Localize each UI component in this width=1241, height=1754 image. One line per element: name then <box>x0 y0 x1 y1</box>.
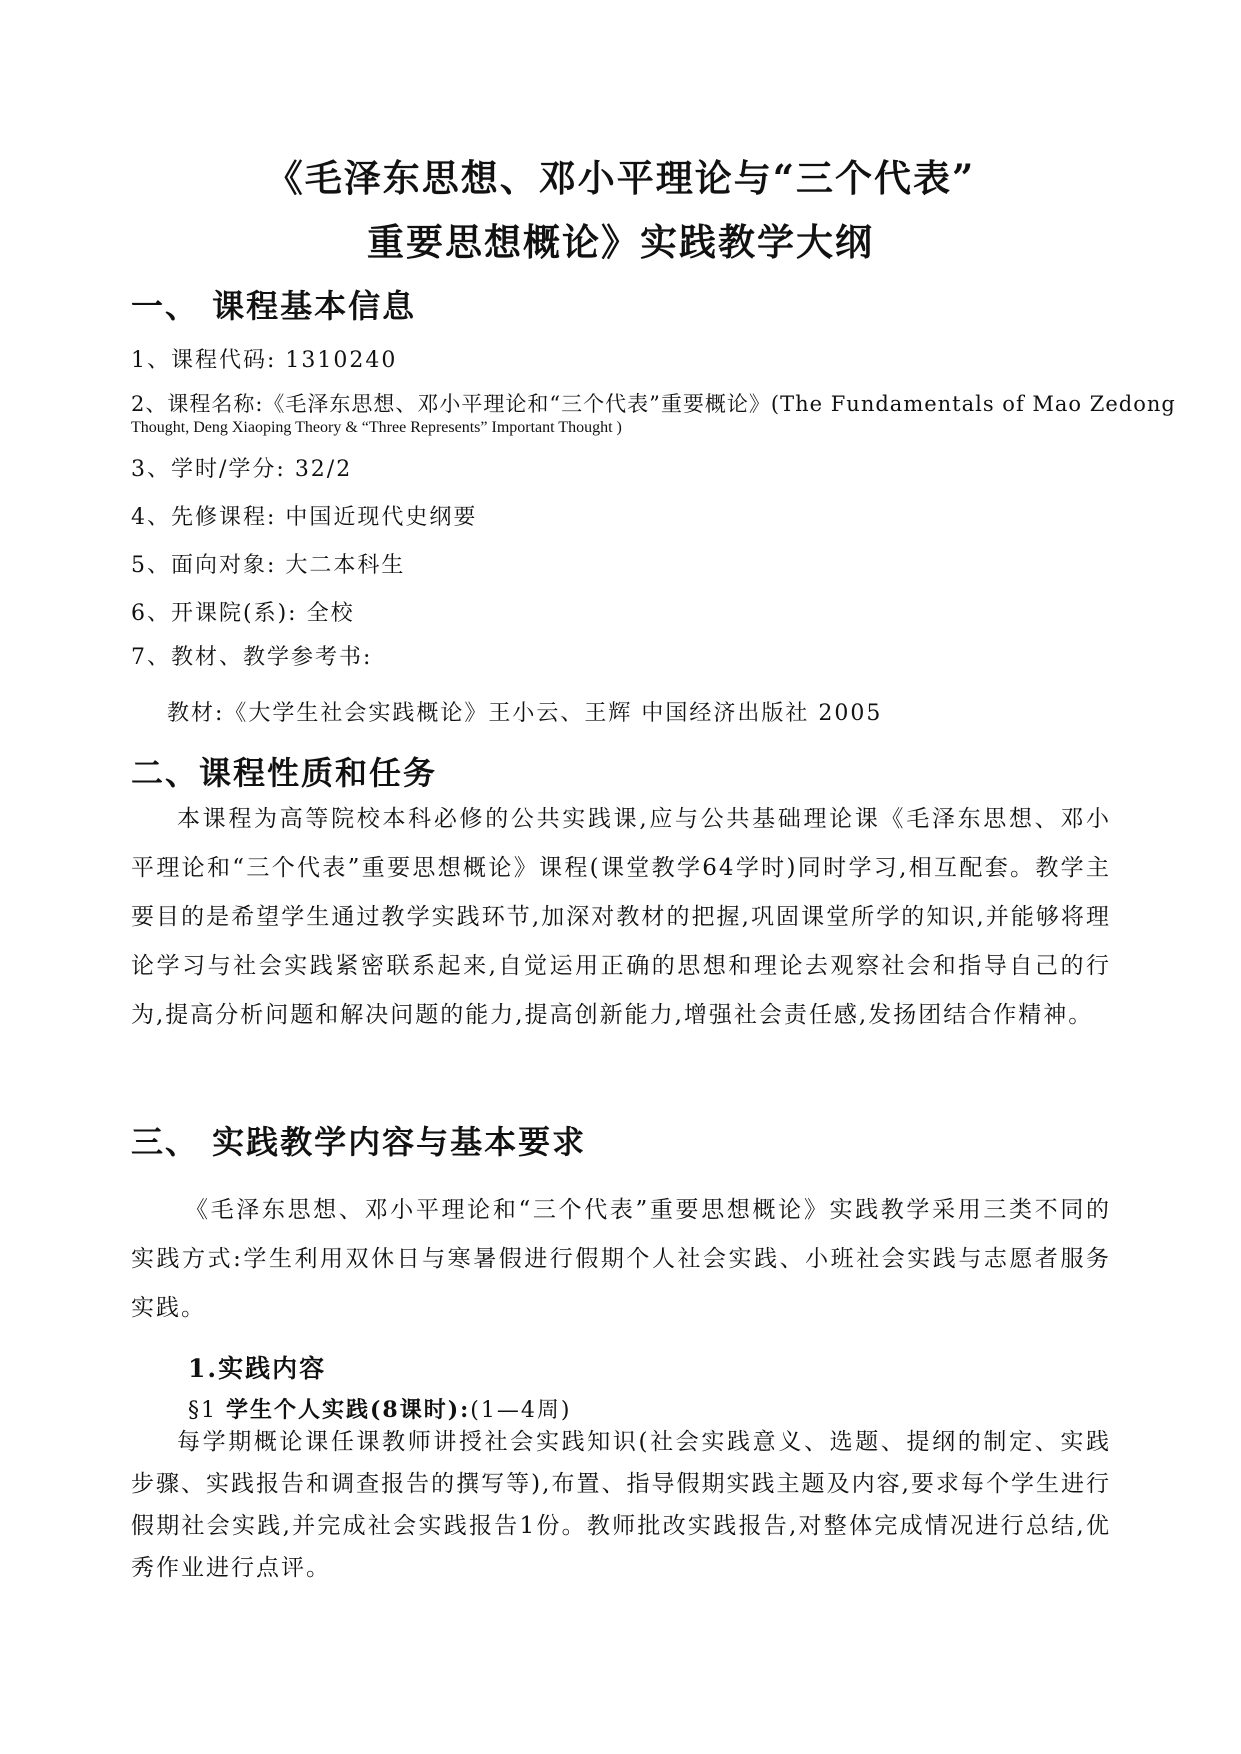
course-department: 6、开课院(系): 全校 <box>131 601 355 626</box>
document-title-line-1: 《毛泽东思想、邓小平理论与“三个代表” <box>265 156 976 200</box>
section-individual-practice-weeks: (1—4周) <box>470 1398 572 1423</box>
content-intro-paragraph: 《毛泽东思想、邓小平理论和“三个代表”重要思想概论》实践教学采用三类不同的实践方式:学生利用双休日与寒暑假进行假期个人社会实践、小班社会实践与志愿者服务实践。 <box>131 1197 1111 1321</box>
section-individual-practice-title: 学生个人实践(8课时): <box>226 1397 471 1423</box>
subheading-practice-content: 1.实践内容 <box>188 1354 327 1383</box>
nature-paragraph: 本课程为高等院校本科必修的公共实践课,应与公共基础理论课《毛泽东思想、邓小平理论和“三个代表”重要思想概论》课程(课堂教学64学时)同时学习,相互配套。教学主要目的是希望学生通过教学实践环节,加深对教材的把握,巩固课堂所学的知识,并能够将理论学习与社会实践紧密联系起来,自觉运用正确的思想和理论去观察社会和指导自己的行为,提高分析问题和解决问题的能力,提高创新能力,增强社会责任感,发扬团结合作精神。 <box>131 806 1111 1028</box>
course-name-cn: 2、课程名称:《毛泽东思想、邓小平理论和“三个代表”重要概论》(The Fundamentals of Mao Zedong <box>131 392 1176 416</box>
course-name-en: Thought, Deng Xiaoping Theory & “Three Represents” Important Thought ) <box>131 419 622 436</box>
section-heading-content: 三、 实践教学内容与基本要求 <box>131 1123 587 1161</box>
section-mark: §1 <box>188 1398 217 1423</box>
individual-practice-paragraph: 每学期概论课任课教师讲授社会实践知识(社会实践意义、选题、提纲的制定、实践步骤、实践报告和调查报告的撰写等),布置、指导假期实践主题及内容,要求每个学生进行假期社会实践,并完成社会实践报告1份。教师批改实践报告,对整体完成情况进行总结,优秀作业进行点评。 <box>131 1429 1111 1581</box>
course-books-label: 7、教材、教学参考书: <box>131 645 373 670</box>
course-prerequisite: 4、先修课程: 中国近现代史纲要 <box>131 505 478 530</box>
section-heading-nature: 二、课程性质和任务 <box>131 754 438 792</box>
course-audience: 5、面向对象: 大二本科生 <box>131 553 406 578</box>
section-individual-practice <box>188 1393 571 1424</box>
course-textbook: 教材:《大学生社会实践概论》王小云、王辉 中国经济出版社 2005 <box>167 701 883 726</box>
document-title-line-2: 重要思想概论》实践教学大纲 <box>367 220 874 264</box>
section-heading-basic-info: 一、 课程基本信息 <box>131 287 417 325</box>
course-code: 1、课程代码: 1310240 <box>131 348 398 373</box>
course-hours: 3、学时/学分: 32/2 <box>131 457 353 482</box>
